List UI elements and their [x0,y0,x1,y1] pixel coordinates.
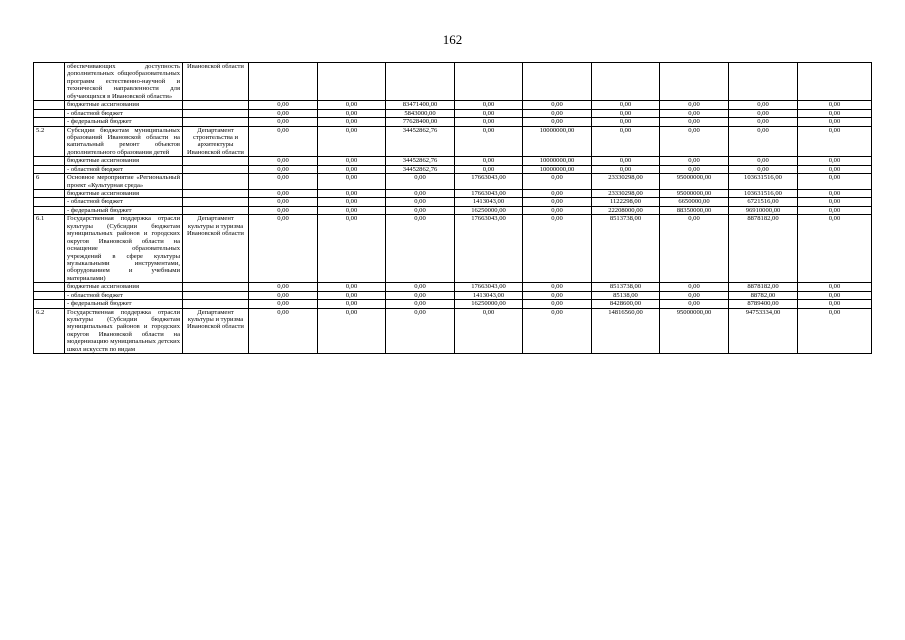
amount-cell: 0,00 [523,118,592,127]
amount-cell: 0,00 [318,283,386,292]
amount-cell: 22208000,00 [592,206,660,215]
amount-cell: 10000000,00 [523,165,592,174]
description-cell: - федеральный бюджет [65,206,183,215]
table-row-subtotal [34,109,872,118]
amount-cell: 17663043,00 [455,283,523,292]
amount-cell: 0,00 [798,215,872,283]
amount-cell: 0,00 [523,206,592,215]
amount-cell: 0,00 [318,291,386,300]
amount-cell: 23330298,00 [592,189,660,198]
amount-cell: 1413043,00 [455,198,523,207]
row-number-cell [34,101,65,110]
description-cell: бюджетные ассигнования [65,101,183,110]
amount-cell: 0,00 [318,300,386,309]
table-row-subtotal [34,198,872,207]
amount-cell: 95000000,00 [660,308,729,353]
amount-cell: 0,00 [249,308,318,353]
amount-cell: 0,00 [249,165,318,174]
amount-cell: 0,00 [592,157,660,166]
amount-cell [592,63,660,101]
amount-cell: 0,00 [523,101,592,110]
amount-cell: 8428600,00 [592,300,660,309]
description-cell: обеспечивающих доступность дополнительных общеобразовательных программ естественно-научной и технической направленности для обучающихся в Ивановской области» [65,63,183,101]
amount-cell: 88782,00 [729,291,798,300]
amount-cell: 103631516,00 [729,174,798,190]
amount-cell: 0,00 [798,308,872,353]
table-row-subtotal [34,300,872,309]
amount-cell: 0,00 [455,118,523,127]
description-cell: бюджетные ассигнования [65,283,183,292]
amount-cell: 0,00 [455,308,523,353]
amount-cell: 0,00 [455,165,523,174]
table-row-item [34,215,872,283]
amount-cell: 5843000,00 [386,109,455,118]
amount-cell: 0,00 [729,157,798,166]
amount-cell: 0,00 [318,215,386,283]
amount-cell: 34452862,76 [386,165,455,174]
amount-cell: 8878182,00 [729,215,798,283]
amount-cell: 0,00 [798,198,872,207]
row-number-cell [34,63,65,101]
amount-cell: 0,00 [660,118,729,127]
table-row-item [34,63,872,101]
description-cell: - областной бюджет [65,109,183,118]
amount-cell: 0,00 [318,157,386,166]
amount-cell: 0,00 [729,165,798,174]
amount-cell: 0,00 [523,291,592,300]
table-row-subtotal [34,118,872,127]
description-cell: - федеральный бюджет [65,118,183,127]
amount-cell: 0,00 [523,189,592,198]
amount-cell: 0,00 [386,174,455,190]
amount-cell: 0,00 [318,189,386,198]
amount-cell: 0,00 [660,283,729,292]
amount-cell: 0,00 [798,291,872,300]
amount-cell: 0,00 [660,126,729,157]
amount-cell: 0,00 [798,101,872,110]
amount-cell: 0,00 [798,206,872,215]
amount-cell: 0,00 [523,215,592,283]
row-number-cell [34,109,65,118]
amount-cell: 0,00 [523,198,592,207]
table-row-subtotal [34,157,872,166]
amount-cell: 16250000,00 [455,300,523,309]
amount-cell: 0,00 [249,206,318,215]
responsible-cell [183,198,249,207]
amount-cell: 0,00 [249,189,318,198]
row-number-cell [34,118,65,127]
description-cell: - областной бюджет [65,198,183,207]
amount-cell: 0,00 [249,174,318,190]
amount-cell: 0,00 [798,118,872,127]
amount-cell: 10000000,00 [523,157,592,166]
table-row-subtotal [34,283,872,292]
responsible-cell [183,174,249,190]
amount-cell: 0,00 [318,206,386,215]
amount-cell: 0,00 [798,283,872,292]
table-row-subtotal [34,101,872,110]
amount-cell: 0,00 [386,189,455,198]
amount-cell: 95000000,00 [660,189,729,198]
description-cell: - областной бюджет [65,165,183,174]
responsible-cell: Ивановской области [183,63,249,101]
amount-cell [523,63,592,101]
amount-cell: 16250000,00 [455,206,523,215]
amount-cell: 0,00 [592,101,660,110]
amount-cell: 0,00 [386,291,455,300]
amount-cell: 0,00 [249,283,318,292]
amount-cell: 0,00 [523,174,592,190]
amount-cell: 6650000,00 [660,198,729,207]
amount-cell [660,63,729,101]
amount-cell: 0,00 [729,118,798,127]
amount-cell: 0,00 [455,101,523,110]
amount-cell: 0,00 [386,300,455,309]
responsible-cell: Департамент строительства и архитектуры Ивановской области [183,126,249,157]
amount-cell: 0,00 [798,300,872,309]
row-number-cell [34,291,65,300]
amount-cell: 1413043,00 [455,291,523,300]
amount-cell: 0,00 [249,118,318,127]
amount-cell: 34452862,76 [386,126,455,157]
amount-cell: 34452862,76 [386,157,455,166]
amount-cell: 0,00 [249,198,318,207]
amount-cell: 0,00 [592,118,660,127]
amount-cell: 103631516,00 [729,189,798,198]
amount-cell: 0,00 [729,101,798,110]
responsible-cell [183,109,249,118]
amount-cell [386,63,455,101]
amount-cell: 0,00 [386,215,455,283]
description-cell: Субсидии бюджетам муниципальных образований Ивановской области на капитальный ремонт объектов дополнительного образования детей [65,126,183,157]
amount-cell: 0,00 [455,109,523,118]
amount-cell: 0,00 [523,283,592,292]
amount-cell: 0,00 [660,300,729,309]
amount-cell: 0,00 [249,215,318,283]
amount-cell: 0,00 [318,101,386,110]
amount-cell [729,63,798,101]
responsible-cell [183,206,249,215]
amount-cell: 0,00 [318,118,386,127]
amount-cell: 0,00 [318,126,386,157]
table-row-item [34,174,872,190]
amount-cell: 8878182,00 [729,283,798,292]
table-row-item [34,308,872,353]
amount-cell: 0,00 [455,157,523,166]
row-number-cell [34,283,65,292]
amount-cell: 0,00 [318,109,386,118]
amount-cell: 17663043,00 [455,215,523,283]
amount-cell: 8789400,00 [729,300,798,309]
amount-cell: 0,00 [660,157,729,166]
amount-cell: 0,00 [455,126,523,157]
description-cell: Государственная поддержка отрасли культуры (Субсидии бюджетам муниципальных районов и городских округов Ивановской области на оснащение образовательных учреждений в сфере культуры музыкальными инструментами, оборудованием и учебными материалами) [65,215,183,283]
amount-cell: 0,00 [660,165,729,174]
row-number-cell: 6 [34,174,65,190]
amount-cell [318,63,386,101]
amount-cell: 0,00 [386,283,455,292]
amount-cell [249,63,318,101]
responsible-cell [183,165,249,174]
row-number-cell [34,189,65,198]
table-row-subtotal [34,206,872,215]
description-cell: Основное мероприятие «Региональный проект «Культурная среда» [65,174,183,190]
amount-cell: 0,00 [523,109,592,118]
amount-cell: 85138,00 [592,291,660,300]
amount-cell: 88350000,00 [660,206,729,215]
responsible-cell [183,157,249,166]
amount-cell: 0,00 [592,109,660,118]
amount-cell: 0,00 [386,198,455,207]
amount-cell: 17663043,00 [455,189,523,198]
row-number-cell [34,165,65,174]
description-cell: Государственная поддержка отрасли культуры (Субсидии бюджетам муниципальных районов и городских округов Ивановской области на модернизацию муниципальных детских школ искусств по видам [65,308,183,353]
page-number: 162 [442,32,463,47]
amount-cell: 0,00 [798,109,872,118]
row-number-cell [34,157,65,166]
amount-cell: 0,00 [318,165,386,174]
responsible-cell [183,189,249,198]
amount-cell: 0,00 [249,300,318,309]
amount-cell: 0,00 [660,215,729,283]
amount-cell: 95000000,00 [660,174,729,190]
amount-cell [798,63,872,101]
amount-cell: 0,00 [798,189,872,198]
description-cell: - федеральный бюджет [65,300,183,309]
amount-cell: 0,00 [523,308,592,353]
table-row-subtotal [34,165,872,174]
row-number-cell: 6.1 [34,215,65,283]
amount-cell: 0,00 [798,165,872,174]
table-row-subtotal [34,291,872,300]
amount-cell: 0,00 [386,308,455,353]
amount-cell: 23330298,00 [592,174,660,190]
amount-cell: 0,00 [249,157,318,166]
amount-cell: 0,00 [249,291,318,300]
amount-cell: 14816560,00 [592,308,660,353]
budget-table [33,62,872,354]
amount-cell [455,63,523,101]
responsible-cell [183,118,249,127]
row-number-cell [34,300,65,309]
responsible-cell [183,300,249,309]
row-number-cell: 5.2 [34,126,65,157]
amount-cell: 0,00 [798,174,872,190]
row-number-cell [34,198,65,207]
amount-cell: 0,00 [318,308,386,353]
amount-cell: 0,00 [660,101,729,110]
description-cell: бюджетные ассигнования [65,157,183,166]
amount-cell: 77628400,00 [386,118,455,127]
amount-cell: 1122298,00 [592,198,660,207]
table-row-item [34,126,872,157]
table-body [34,63,872,354]
amount-cell: 83471400,00 [386,101,455,110]
amount-cell: 0,00 [523,300,592,309]
amount-cell: 0,00 [249,109,318,118]
amount-cell: 0,00 [729,126,798,157]
amount-cell: 96910000,00 [729,206,798,215]
amount-cell: 6721516,00 [729,198,798,207]
amount-cell: 0,00 [660,109,729,118]
amount-cell: 0,00 [386,206,455,215]
amount-cell: 0,00 [318,198,386,207]
responsible-cell [183,101,249,110]
amount-cell: 0,00 [660,291,729,300]
responsible-cell: Департамент культуры и туризма Ивановской области [183,308,249,353]
amount-cell: 8513738,00 [592,283,660,292]
amount-cell: 8513738,00 [592,215,660,283]
amount-cell: 0,00 [729,109,798,118]
row-number-cell: 6.2 [34,308,65,353]
amount-cell: 0,00 [249,126,318,157]
amount-cell: 0,00 [592,165,660,174]
description-cell: бюджетные ассигнования [65,189,183,198]
row-number-cell [34,206,65,215]
amount-cell: 94753334,00 [729,308,798,353]
responsible-cell [183,291,249,300]
amount-cell: 10000000,00 [523,126,592,157]
description-cell: - областной бюджет [65,291,183,300]
amount-cell: 0,00 [798,126,872,157]
amount-cell: 17663043,00 [455,174,523,190]
responsible-cell: Департамент культуры и туризма Ивановской области [183,215,249,283]
amount-cell: 0,00 [798,157,872,166]
responsible-cell [183,283,249,292]
amount-cell: 0,00 [592,126,660,157]
amount-cell: 0,00 [249,101,318,110]
table-row-subtotal [34,189,872,198]
amount-cell: 0,00 [318,174,386,190]
